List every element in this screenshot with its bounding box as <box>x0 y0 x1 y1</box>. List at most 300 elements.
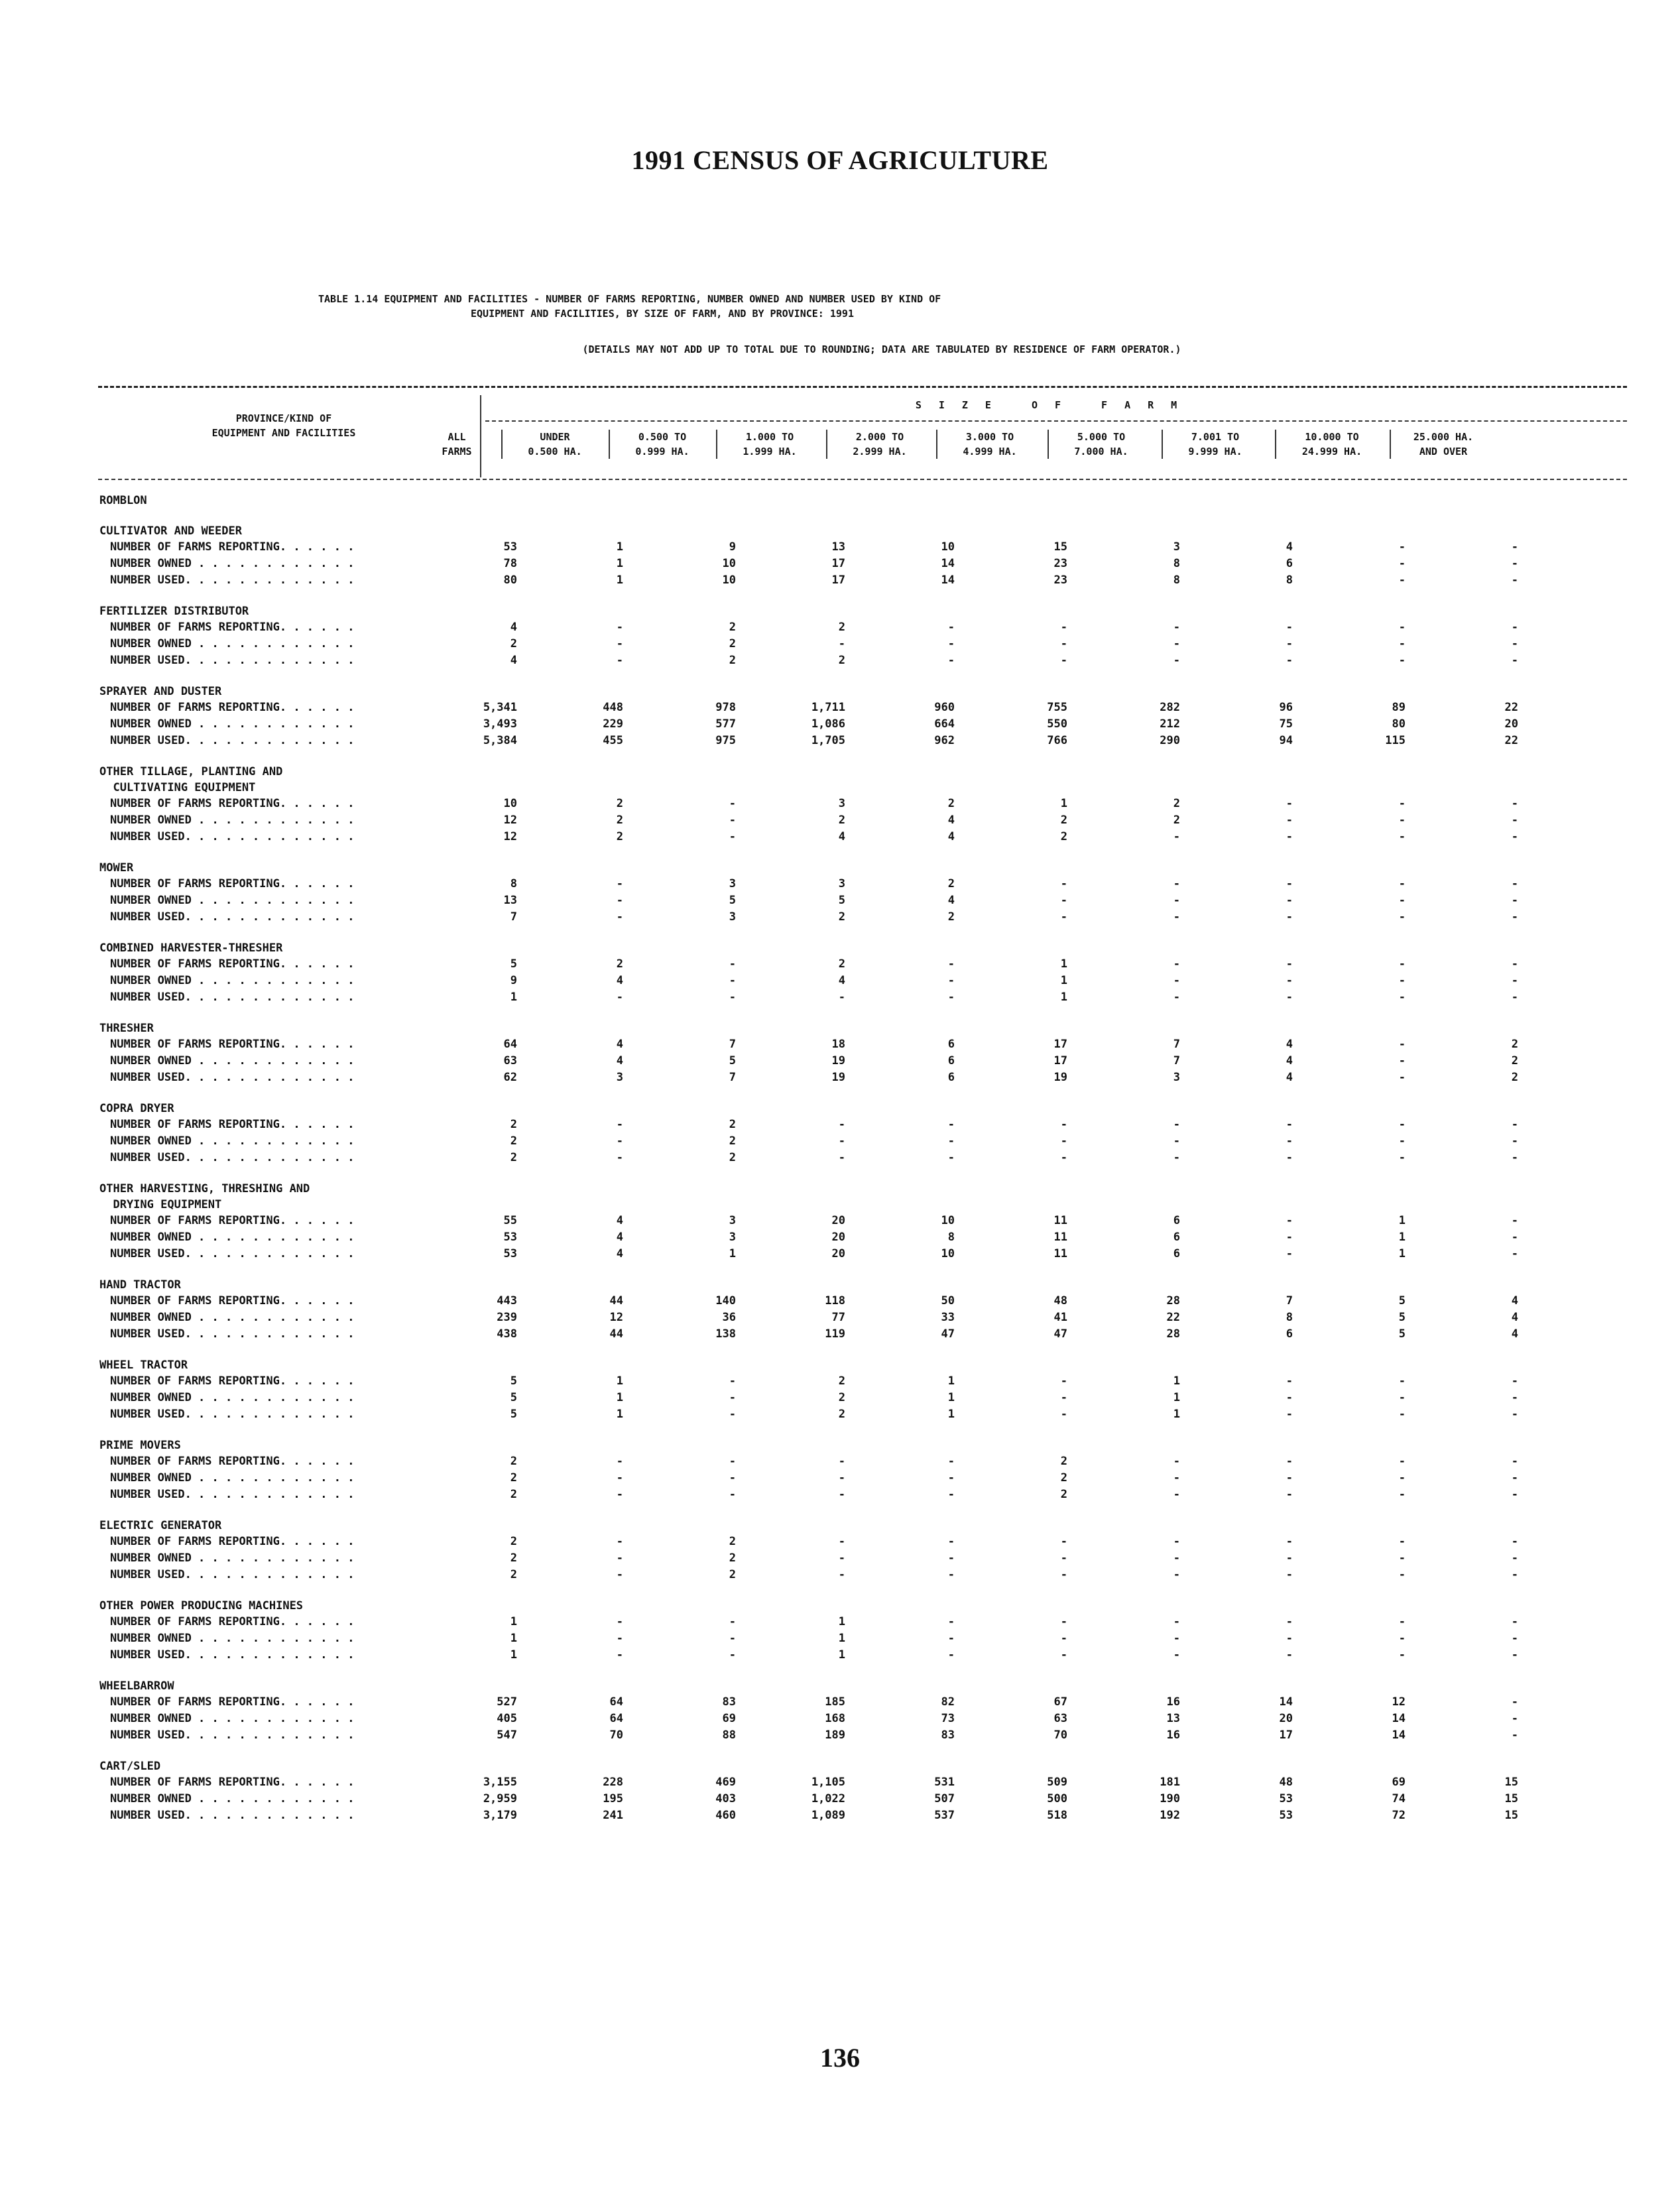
table-cell: 1 <box>616 1391 623 1404</box>
table-cell: 18 <box>831 1038 845 1051</box>
table-cell: - <box>1286 1471 1293 1485</box>
table-caption <box>318 292 1445 321</box>
column-header <box>720 430 819 459</box>
table-cell: 2 <box>838 814 845 827</box>
table-cell: - <box>1398 957 1406 971</box>
table-cell: 6 <box>947 1038 955 1051</box>
table-cell: - <box>1060 1615 1067 1628</box>
table-cell: 15 <box>1504 1792 1518 1805</box>
table-cell: - <box>1173 1648 1180 1662</box>
table-cell: - <box>1398 830 1406 843</box>
column-header-line2: 0.500 HA. <box>528 446 582 457</box>
table-cell: 4 <box>510 621 517 634</box>
table-cell: - <box>1173 974 1180 987</box>
table-cell: - <box>1398 1568 1406 1581</box>
row-label: NUMBER USED. . . . . . . . . . . . . <box>110 1488 355 1501</box>
equipment-group <box>99 1277 1631 1343</box>
table-cell: - <box>616 991 623 1004</box>
table-cell: - <box>1286 1374 1293 1388</box>
province-name: ROMBLON <box>99 494 147 507</box>
table-cell: 5 <box>1398 1294 1406 1307</box>
table-cell: 75 <box>1279 717 1293 731</box>
table-cell: - <box>1060 894 1067 907</box>
table-cell: 755 <box>1047 701 1067 714</box>
table-cell: 23 <box>1053 557 1067 570</box>
table-cell: 8 <box>1173 574 1180 587</box>
table-cell: 2 <box>510 1134 517 1148</box>
row-label: NUMBER USED. . . . . . . . . . . . . <box>110 1071 355 1084</box>
row-label: NUMBER OF FARMS REPORTING. . . . . . <box>110 877 355 890</box>
table-cell: - <box>1398 574 1406 587</box>
table-cell: 2 <box>1060 1455 1067 1468</box>
table-cell: - <box>1511 1247 1518 1260</box>
table-cell: 4 <box>616 1054 623 1067</box>
table-cell: - <box>1511 1214 1518 1227</box>
top-rule <box>98 386 1627 388</box>
table-cell: - <box>1286 1118 1293 1131</box>
table-cell: - <box>838 1118 845 1131</box>
table-row <box>99 989 1631 1006</box>
table-cell: 2 <box>1511 1054 1518 1067</box>
column-header-line2: 24.999 HA. <box>1301 446 1362 457</box>
table-cell: - <box>838 1488 845 1501</box>
table-cell: 2 <box>510 1471 517 1485</box>
table-cell: 12 <box>503 830 517 843</box>
table-cell: - <box>1173 621 1180 634</box>
row-label: NUMBER OF FARMS REPORTING. . . . . . <box>110 957 355 971</box>
table-cell: - <box>838 637 845 650</box>
table-cell: - <box>1060 621 1067 634</box>
table-cell: - <box>1060 1391 1067 1404</box>
table-row <box>99 829 1631 845</box>
row-label: NUMBER OWNED . . . . . . . . . . . . <box>110 974 355 987</box>
table-cell: 5 <box>510 1391 517 1404</box>
table-cell: - <box>1173 957 1180 971</box>
table-cell: - <box>1511 1118 1518 1131</box>
table-cell: - <box>729 1648 736 1662</box>
table-row <box>99 1614 1631 1630</box>
table-cell: 1 <box>616 557 623 570</box>
column-header <box>613 430 712 459</box>
table-cell: 4 <box>510 654 517 667</box>
table-cell: 3,179 <box>483 1809 517 1822</box>
table-cell: 7 <box>729 1071 736 1084</box>
table-cell: 550 <box>1047 717 1067 731</box>
column-header <box>1394 430 1493 459</box>
table-cell: 70 <box>609 1729 623 1742</box>
table-header <box>98 395 1627 477</box>
table-cell: 4 <box>616 1214 623 1227</box>
table-cell: 7 <box>1173 1038 1180 1051</box>
table-cell: 2 <box>616 797 623 810</box>
table-cell: - <box>1398 797 1406 810</box>
row-label: NUMBER OF FARMS REPORTING. . . . . . <box>110 621 355 634</box>
table-cell: - <box>1286 830 1293 843</box>
table-cell: 975 <box>715 734 736 747</box>
table-cell: - <box>1286 957 1293 971</box>
table-cell: - <box>947 1118 955 1131</box>
table-cell: - <box>1511 1551 1518 1565</box>
table-cell: - <box>1511 991 1518 1004</box>
table-cell: - <box>838 1471 845 1485</box>
table-cell: 83 <box>722 1695 736 1709</box>
table-cell: 13 <box>831 540 845 554</box>
table-cell: 7 <box>729 1038 736 1051</box>
table-row <box>99 619 1631 636</box>
table-row <box>99 572 1631 589</box>
table-row <box>99 1229 1631 1246</box>
table-cell: - <box>1173 654 1180 667</box>
table-cell: - <box>729 1455 736 1468</box>
table-cell: - <box>1173 1551 1180 1565</box>
table-cell: - <box>1398 1071 1406 1084</box>
table-row <box>99 1567 1631 1583</box>
table-cell: 72 <box>1392 1809 1406 1822</box>
table-cell: 2 <box>838 1408 845 1421</box>
table-cell: 19 <box>831 1054 845 1067</box>
table-cell: 3 <box>838 797 845 810</box>
table-cell: 12 <box>1392 1695 1406 1709</box>
size-of-farm-label: SIZE OF FARM <box>915 399 1195 411</box>
table-cell: 10 <box>941 1214 955 1227</box>
column-header-line1: 5.000 TO <box>1077 431 1126 443</box>
table-cell: 1 <box>510 991 517 1004</box>
table-row <box>99 1053 1631 1069</box>
table-cell: 1 <box>1060 797 1067 810</box>
table-cell: - <box>1286 991 1293 1004</box>
row-label: NUMBER OF FARMS REPORTING. . . . . . <box>110 1374 355 1388</box>
table-cell: - <box>729 1408 736 1421</box>
table-cell: 69 <box>1392 1776 1406 1789</box>
table-cell: 1 <box>1060 991 1067 1004</box>
table-cell: 33 <box>941 1311 955 1324</box>
table-cell: - <box>1511 1471 1518 1485</box>
table-cell: - <box>1060 637 1067 650</box>
equipment-group <box>99 1678 1631 1744</box>
table-cell: - <box>729 797 736 810</box>
table-cell: - <box>838 1551 845 1565</box>
table-cell: 5,384 <box>483 734 517 747</box>
equipment-group <box>99 1181 1631 1262</box>
table-cell: - <box>947 1615 955 1628</box>
table-cell: - <box>616 1455 623 1468</box>
equipment-title: COMBINED HARVESTER-THRESHER <box>99 942 283 955</box>
table-cell: - <box>1511 1408 1518 1421</box>
table-cell: 1 <box>510 1615 517 1628</box>
table-cell: - <box>1398 1151 1406 1164</box>
table-cell: 4 <box>1286 1038 1293 1051</box>
table-cell: 96 <box>1279 701 1293 714</box>
table-cell: - <box>947 1568 955 1581</box>
table-cell: 2 <box>616 814 623 827</box>
table-cell: 119 <box>825 1327 845 1341</box>
table-cell: - <box>1511 540 1518 554</box>
table-cell: - <box>947 1535 955 1548</box>
table-cell: 14 <box>1392 1729 1406 1742</box>
row-label: NUMBER USED. . . . . . . . . . . . . <box>110 1568 355 1581</box>
table-cell: 531 <box>934 1776 955 1789</box>
table-cell: 1 <box>1060 957 1067 971</box>
table-cell: - <box>1173 1535 1180 1548</box>
table-cell: 1 <box>616 1408 623 1421</box>
table-cell: 28 <box>1166 1327 1180 1341</box>
table-cell: 7 <box>510 910 517 924</box>
row-label: NUMBER USED. . . . . . . . . . . . . <box>110 1247 355 1260</box>
table-cell: - <box>1398 1374 1406 1388</box>
table-cell: 3 <box>838 877 845 890</box>
table-cell: - <box>838 991 845 1004</box>
table-cell: 10 <box>722 574 736 587</box>
equipment-title: MOWER <box>99 861 134 875</box>
row-label: NUMBER USED. . . . . . . . . . . . . <box>110 1648 355 1662</box>
table-cell: - <box>1286 1535 1293 1548</box>
row-label: NUMBER OWNED . . . . . . . . . . . . <box>110 1792 355 1805</box>
column-separator <box>716 430 717 459</box>
equipment-group <box>99 1020 1631 1086</box>
table-cell: - <box>1511 910 1518 924</box>
table-cell: - <box>838 1568 845 1581</box>
table-cell: 1,089 <box>811 1809 845 1822</box>
table-cell: - <box>947 957 955 971</box>
table-cell: 5 <box>729 1054 736 1067</box>
table-row <box>99 1069 1631 1086</box>
table-cell: 11 <box>1053 1214 1067 1227</box>
table-cell: - <box>1060 654 1067 667</box>
table-cell: 2 <box>729 654 736 667</box>
table-cell: 53 <box>503 540 517 554</box>
column-header <box>830 430 930 459</box>
table-cell: 2 <box>838 1391 845 1404</box>
table-cell: 20 <box>831 1214 845 1227</box>
table-cell: 1,086 <box>811 717 845 731</box>
equipment-title: WHEELBARROW <box>99 1679 174 1693</box>
table-cell: 4 <box>1511 1327 1518 1341</box>
table-cell: - <box>1398 877 1406 890</box>
table-row <box>99 909 1631 926</box>
table-cell: 9 <box>510 974 517 987</box>
table-cell: 4 <box>1286 540 1293 554</box>
table-cell: 63 <box>1053 1712 1067 1725</box>
row-label: NUMBER OWNED . . . . . . . . . . . . <box>110 1134 355 1148</box>
row-label: NUMBER OF FARMS REPORTING. . . . . . <box>110 797 355 810</box>
equipment-group <box>99 1101 1631 1166</box>
table-cell: 2 <box>616 830 623 843</box>
table-cell: 241 <box>603 1809 623 1822</box>
table-cell: 4 <box>1511 1294 1518 1307</box>
row-label: NUMBER USED. . . . . . . . . . . . . <box>110 1327 355 1341</box>
row-label: NUMBER USED. . . . . . . . . . . . . <box>110 991 355 1004</box>
table-cell: - <box>1173 894 1180 907</box>
table-cell: 53 <box>503 1231 517 1244</box>
equipment-title: OTHER POWER PRODUCING MACHINES <box>99 1599 304 1612</box>
table-cell: - <box>1511 1455 1518 1468</box>
table-cell: 3 <box>1173 1071 1180 1084</box>
table-cell: 80 <box>1392 717 1406 731</box>
table-cell: - <box>1398 637 1406 650</box>
table-cell: 4 <box>1511 1311 1518 1324</box>
table-cell: 13 <box>503 894 517 907</box>
table-cell: 2 <box>729 1151 736 1164</box>
row-label: NUMBER OF FARMS REPORTING. . . . . . <box>110 1455 355 1468</box>
table-cell: - <box>1286 621 1293 634</box>
table-cell: 195 <box>603 1792 623 1805</box>
table-cell: 1 <box>1173 1391 1180 1404</box>
equipment-group <box>99 1598 1631 1664</box>
table-cell: - <box>616 1535 623 1548</box>
row-label: NUMBER OF FARMS REPORTING. . . . . . <box>110 1535 355 1548</box>
table-cell: - <box>1398 1455 1406 1468</box>
table-cell: 10 <box>941 540 955 554</box>
table-cell: 4 <box>947 814 955 827</box>
column-separator <box>1275 430 1276 459</box>
table-row <box>99 1326 1631 1343</box>
table-cell: 2 <box>729 1568 736 1581</box>
table-cell: 64 <box>503 1038 517 1051</box>
table-cell: 6 <box>947 1054 955 1067</box>
table-cell: - <box>1511 1374 1518 1388</box>
table-cell: 518 <box>1047 1809 1067 1822</box>
column-header <box>940 430 1040 459</box>
table-cell: 1 <box>1398 1231 1406 1244</box>
equipment-group <box>99 764 1631 845</box>
column-header-line2: 0.999 HA. <box>635 446 690 457</box>
table-cell: 2 <box>947 910 955 924</box>
table-cell: - <box>1398 1648 1406 1662</box>
row-label: NUMBER OWNED . . . . . . . . . . . . <box>110 894 355 907</box>
table-cell: - <box>1173 910 1180 924</box>
table-cell: 4 <box>1286 1054 1293 1067</box>
table-cell: 17 <box>1053 1038 1067 1051</box>
table-cell: - <box>1398 1134 1406 1148</box>
table-cell: 212 <box>1160 717 1180 731</box>
table-cell: 2 <box>838 1374 845 1388</box>
table-cell: 3,493 <box>483 717 517 731</box>
equipment-title: CULTIVATOR AND WEEDER <box>99 524 242 538</box>
table-cell: 118 <box>825 1294 845 1307</box>
row-label: NUMBER OWNED . . . . . . . . . . . . <box>110 1471 355 1485</box>
table-cell: 2 <box>510 1151 517 1164</box>
table-row <box>99 716 1631 733</box>
table-cell: 5,341 <box>483 701 517 714</box>
table-cell: - <box>616 1648 623 1662</box>
table-cell: - <box>1060 1568 1067 1581</box>
row-label: NUMBER OF FARMS REPORTING. . . . . . <box>110 1038 355 1051</box>
table-cell: 3 <box>729 910 736 924</box>
table-cell: - <box>616 1471 623 1485</box>
table-cell: 41 <box>1053 1311 1067 1324</box>
table-row <box>99 796 1631 812</box>
table-cell: - <box>947 1551 955 1565</box>
header-bottom-rule <box>98 479 1627 480</box>
table-cell: 8 <box>947 1231 955 1244</box>
column-header <box>1279 430 1385 459</box>
table-cell: - <box>947 991 955 1004</box>
table-cell: 5 <box>1398 1327 1406 1341</box>
table-cell: 507 <box>934 1792 955 1805</box>
table-cell: 1,705 <box>811 734 845 747</box>
table-cell: 1 <box>1060 974 1067 987</box>
table-cell: - <box>1511 1648 1518 1662</box>
table-cell: 1 <box>947 1374 955 1388</box>
table-cell: 2 <box>1060 1471 1067 1485</box>
table-cell: - <box>1511 1231 1518 1244</box>
table-cell: 53 <box>503 1247 517 1260</box>
stub-header-line2: EQUIPMENT AND FACILITIES <box>211 427 356 439</box>
column-header-line1: 3.000 TO <box>965 431 1014 443</box>
table-cell: 53 <box>1279 1792 1293 1805</box>
table-row <box>99 1246 1631 1262</box>
table-cell: - <box>947 1151 955 1164</box>
table-caption-line2: EQUIPMENT AND FACILITIES, BY SIZE OF FARM, AND BY PROVINCE: 1991 <box>471 308 854 320</box>
table-cell: 80 <box>503 574 517 587</box>
equipment-group <box>99 603 1631 669</box>
table-cell: 13 <box>1166 1712 1180 1725</box>
table-cell: - <box>1060 1118 1067 1131</box>
table-cell: - <box>1286 1551 1293 1565</box>
table-cell: - <box>1286 1231 1293 1244</box>
column-header-line1: ALL <box>448 431 466 443</box>
column-header-line1: 10.000 TO <box>1305 431 1359 443</box>
table-cell: 4 <box>616 1038 623 1051</box>
equipment-title: OTHER TILLAGE, PLANTING AND CULTIVATING EQUIPMENT <box>99 765 283 794</box>
table-cell: - <box>1398 1408 1406 1421</box>
table-cell: 8 <box>1173 557 1180 570</box>
table-cell: 11 <box>1053 1247 1067 1260</box>
table-cell: - <box>1173 1151 1180 1164</box>
table-cell: 1 <box>616 1374 623 1388</box>
column-header <box>1051 430 1151 459</box>
table-cell: - <box>1286 814 1293 827</box>
table-cell: 2 <box>510 1535 517 1548</box>
table-cell: 2 <box>729 1134 736 1148</box>
column-header-line2: 2.999 HA. <box>853 446 907 457</box>
table-cell: - <box>1511 894 1518 907</box>
table-cell: - <box>1173 1471 1180 1485</box>
table-cell: 5 <box>510 1374 517 1388</box>
table-cell: 17 <box>1053 1054 1067 1067</box>
table-cell: 88 <box>722 1729 736 1742</box>
row-label: NUMBER OWNED . . . . . . . . . . . . <box>110 1231 355 1244</box>
table-row <box>99 556 1631 572</box>
table-cell: - <box>616 621 623 634</box>
table-cell: 1 <box>1173 1408 1180 1421</box>
table-cell: - <box>1286 1214 1293 1227</box>
table-cell: - <box>1060 1648 1067 1662</box>
table-cell: 17 <box>831 557 845 570</box>
table-cell: - <box>616 1615 623 1628</box>
table-cell: - <box>1173 830 1180 843</box>
table-cell: - <box>1060 877 1067 890</box>
row-label: NUMBER USED. . . . . . . . . . . . . <box>110 1729 355 1742</box>
column-header-line2: 7.000 HA. <box>1074 446 1128 457</box>
table-cell: 1,105 <box>811 1776 845 1789</box>
table-cell: 22 <box>1166 1311 1180 1324</box>
table-cell: - <box>1286 1134 1293 1148</box>
table-row <box>99 1150 1631 1166</box>
table-cell: - <box>729 1615 736 1628</box>
row-label: NUMBER OWNED . . . . . . . . . . . . <box>110 1311 355 1324</box>
table-cell: - <box>1511 621 1518 634</box>
table-cell: - <box>1286 1247 1293 1260</box>
table-row <box>99 1406 1631 1423</box>
table-cell: 4 <box>616 1247 623 1260</box>
column-separator <box>1048 430 1049 459</box>
table-cell: 62 <box>503 1071 517 1084</box>
table-cell: 14 <box>941 574 955 587</box>
size-of-farm-rule <box>485 420 1627 422</box>
equipment-title: FERTILIZER DISTRIBUTOR <box>99 605 249 618</box>
table-cell: 527 <box>497 1695 517 1709</box>
